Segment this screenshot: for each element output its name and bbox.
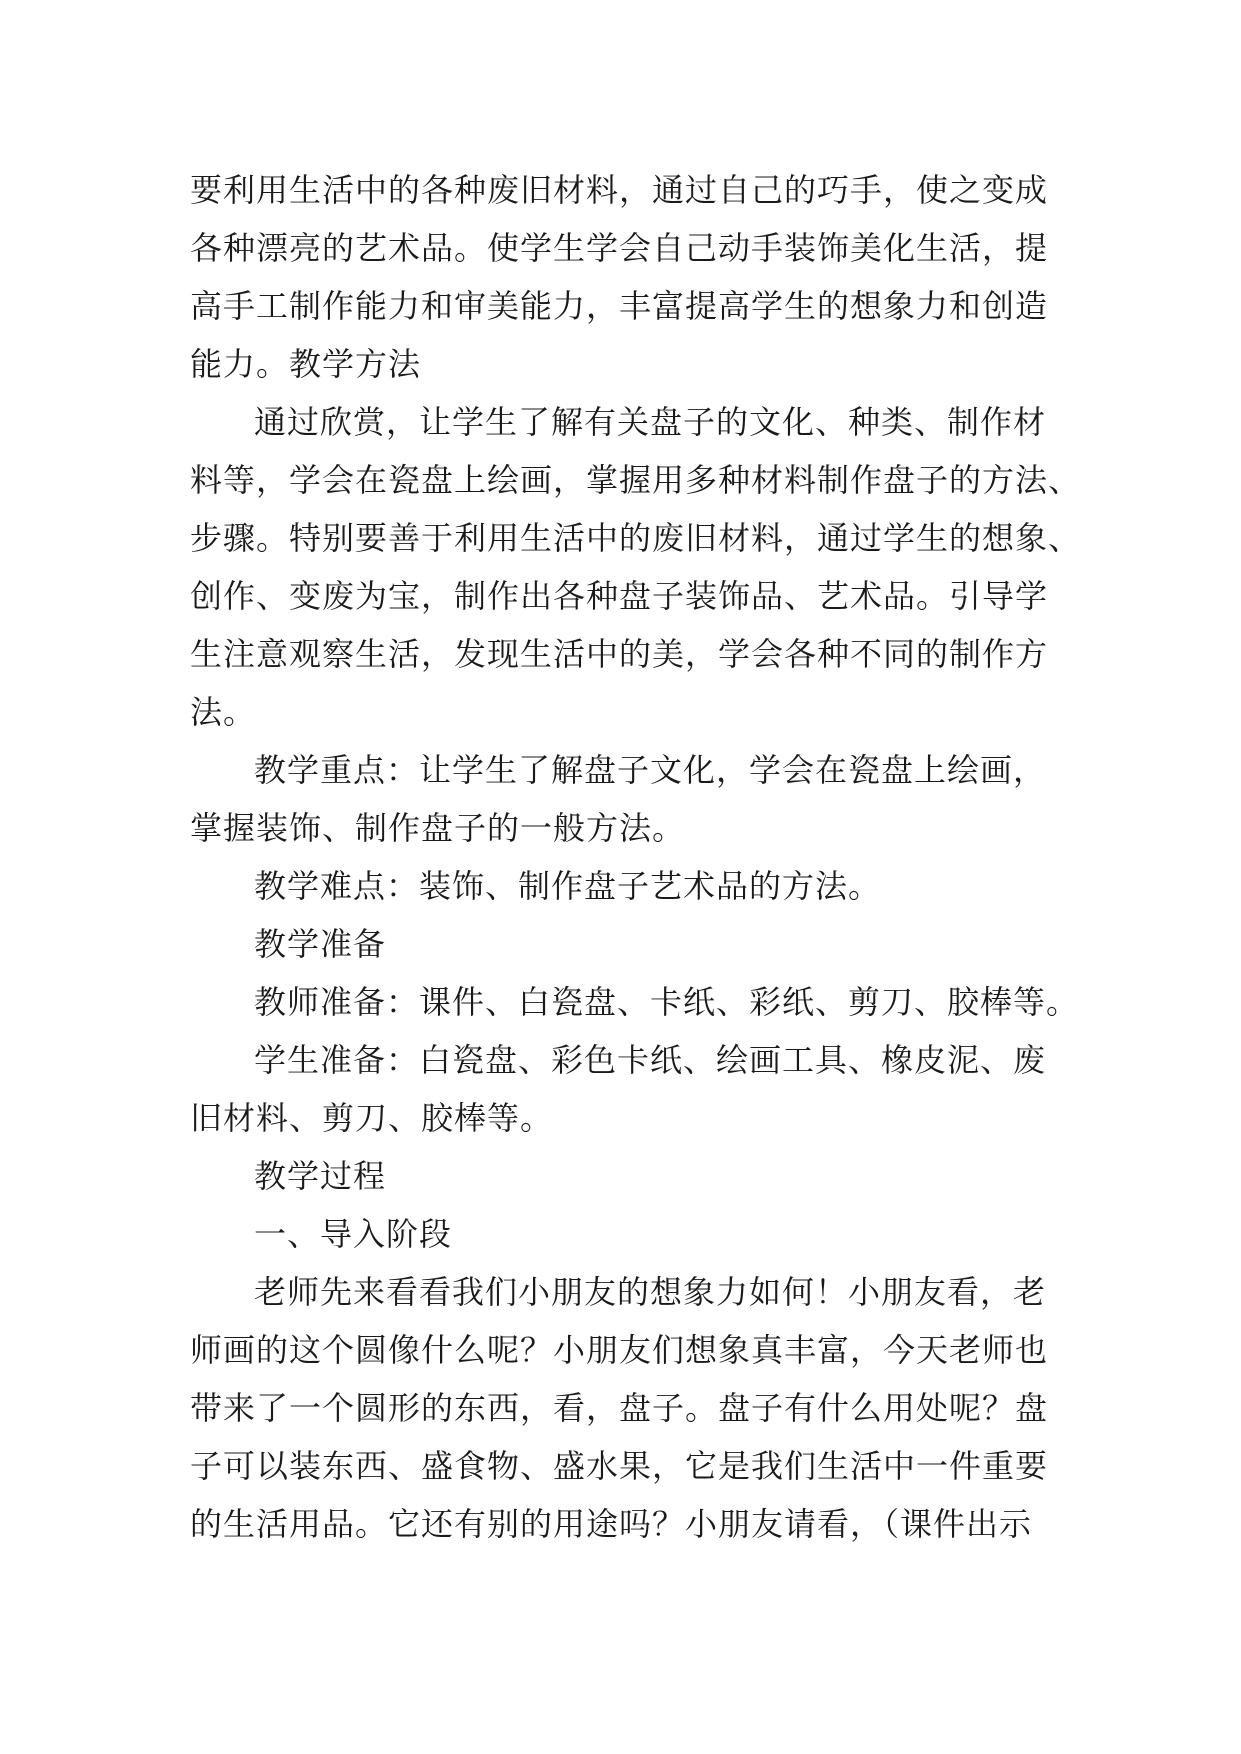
teaching-key-point: 教学重点：让学生了解盘子文化，学会在瓷盘上绘画， xyxy=(254,751,1047,789)
text-line: 的生活用品。它还有别的用途吗？小朋友请看，（课件出示 xyxy=(190,1505,1033,1543)
paragraph-first-line: 老师先来看看我们小朋友的想象力如何！小朋友看，老 xyxy=(254,1273,1047,1311)
teaching-difficulty: 教学难点：装饰、制作盘子艺术品的方法。 xyxy=(254,867,882,905)
text-line: 创作、变废为宝，制作出各种盘子装饰品、艺术品。引导学 xyxy=(190,577,1049,615)
text-line: 师画的这个圆像什么呢？小朋友们想象真丰富，今天老师也 xyxy=(190,1331,1049,1369)
text-line: 能力。教学方法 xyxy=(190,345,422,383)
student-preparation: 学生准备：白瓷盘、彩色卡纸、绘画工具、橡皮泥、废 xyxy=(254,1041,1047,1079)
subsection-heading: 一、导入阶段 xyxy=(254,1215,453,1253)
text-line: 步骤。特别要善于利用生活中的废旧材料，通过学生的想象、 xyxy=(190,519,1082,557)
text-line: 旧材料、剪刀、胶棒等。 xyxy=(190,1099,554,1137)
text-line: 高手工制作能力和审美能力，丰富提高学生的想象力和创造 xyxy=(190,287,1049,325)
text-line: 各种漂亮的艺术品。使学生学会自己动手装饰美化生活，提 xyxy=(190,229,1049,267)
teacher-preparation: 教师准备：课件、白瓷盘、卡纸、彩纸、剪刀、胶棒等。 xyxy=(254,983,1080,1021)
section-heading: 教学过程 xyxy=(254,1157,387,1195)
paragraph-first-line: 通过欣赏，让学生了解有关盘子的文化、种类、制作材 xyxy=(254,403,1047,441)
section-heading: 教学准备 xyxy=(254,925,387,963)
text-line: 料等，学会在瓷盘上绘画，掌握用多种材料制作盘子的方法、 xyxy=(190,461,1082,499)
text-line: 子可以装东西、盛食物、盛水果，它是我们生活中一件重要 xyxy=(190,1447,1049,1485)
text-line: 生注意观察生活，发现生活中的美，学会各种不同的制作方 xyxy=(190,635,1049,673)
text-line: 掌握装饰、制作盘子的一般方法。 xyxy=(190,809,686,847)
text-line: 带来了一个圆形的东西，看，盘子。盘子有什么用处呢？盘 xyxy=(190,1389,1049,1427)
text-line: 法。 xyxy=(190,693,257,731)
text-line: 要利用生活中的各种废旧材料，通过自己的巧手，使之变成 xyxy=(190,171,1049,209)
